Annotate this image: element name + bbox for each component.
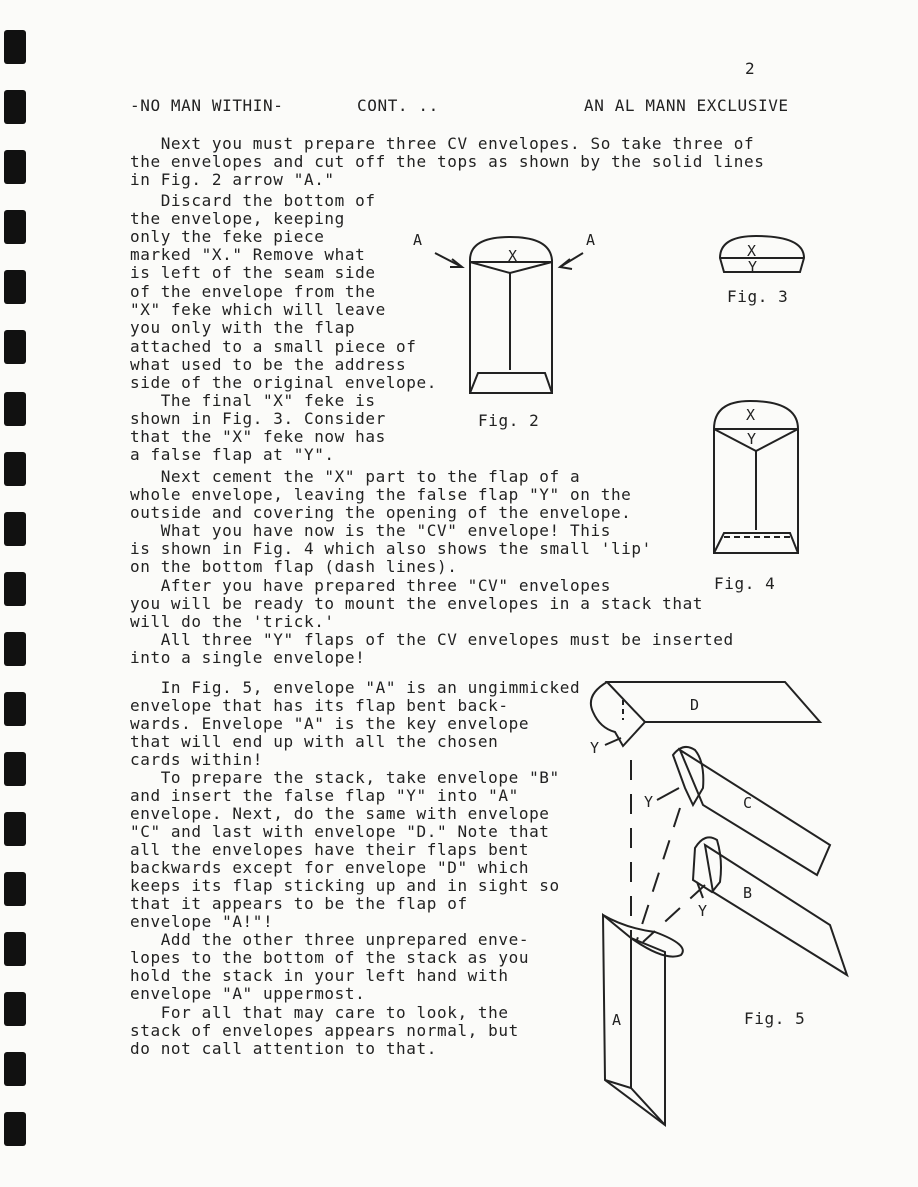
text-line: Next you must prepare three CV envelopes. So take three of bbox=[130, 134, 755, 153]
figure-4-diagram bbox=[710, 395, 810, 565]
text-line: What you have now is the "CV" envelope! This bbox=[130, 521, 611, 540]
text-line: lopes to the bottom of the stack as you bbox=[130, 948, 530, 967]
text-line: After you have prepared three "CV" envelopes bbox=[130, 576, 611, 595]
text-line: will do the 'trick.' bbox=[130, 612, 335, 631]
text-line: "C" and last with envelope "D." Note that bbox=[130, 822, 550, 841]
text-line: that it appears to be the flap of bbox=[130, 894, 468, 913]
text-line: cards within! bbox=[130, 750, 264, 769]
header-exclusive: AN AL MANN EXCLUSIVE bbox=[584, 96, 789, 115]
insert-line-b bbox=[643, 885, 708, 942]
arrow-y1 bbox=[605, 738, 621, 745]
header-title: -NO MAN WITHIN- bbox=[130, 96, 284, 115]
text-line: For all that may care to look, the bbox=[130, 1003, 509, 1022]
fig2-caption: Fig. 2 bbox=[478, 411, 540, 430]
text-line: and insert the false flap "Y" into "A" bbox=[130, 786, 519, 805]
page-number: 2 bbox=[745, 59, 756, 78]
fig3-caption: Fig. 3 bbox=[727, 287, 789, 306]
label-a-left: A bbox=[413, 231, 423, 249]
header-cont: CONT. .. bbox=[357, 96, 439, 115]
text-line: Add the other three unprepared enve- bbox=[130, 930, 530, 949]
text-line: only the feke piece bbox=[130, 227, 325, 246]
label-y: Y bbox=[748, 258, 758, 276]
envelope-b bbox=[705, 845, 847, 975]
text-line: the envelope, keeping bbox=[130, 209, 345, 228]
arrow-y2 bbox=[657, 788, 679, 800]
text-line: "X" feke which will leave bbox=[130, 300, 386, 319]
text-line: backwards except for envelope "D" which bbox=[130, 858, 530, 877]
text-line: is shown in Fig. 4 which also shows the small 'lip' bbox=[130, 539, 652, 558]
fig5-caption: Fig. 5 bbox=[744, 1009, 806, 1028]
spiral-binding bbox=[0, 0, 40, 1187]
text-line: what used to be the address bbox=[130, 355, 407, 374]
text-line: envelope "A" uppermost. bbox=[130, 984, 366, 1003]
text-line: envelope. Next, do the same with envelope bbox=[130, 804, 550, 823]
fig4-caption: Fig. 4 bbox=[714, 574, 776, 593]
text-line: shown in Fig. 3. Consider bbox=[130, 409, 386, 428]
text-line: envelope that has its flap bent back- bbox=[130, 696, 509, 715]
envelope-d bbox=[607, 682, 820, 722]
label-c: C bbox=[743, 794, 753, 812]
text-line: is left of the seam side bbox=[130, 263, 376, 282]
text-line: into a single envelope! bbox=[130, 648, 366, 667]
text-line: a false flap at "Y". bbox=[130, 445, 335, 464]
label-y2: Y bbox=[644, 793, 654, 811]
label-x: X bbox=[746, 406, 756, 424]
label-y: Y bbox=[747, 430, 757, 448]
text-line: all the envelopes have their flaps bent bbox=[130, 840, 530, 859]
text-line: that the "X" feke now has bbox=[130, 427, 386, 446]
text-line: side of the original envelope. bbox=[130, 373, 437, 392]
text-line: Next cement the "X" part to the flap of a bbox=[130, 467, 581, 486]
text-line: the envelopes and cut off the tops as shown by the solid lines bbox=[130, 152, 765, 171]
text-line: do not call attention to that. bbox=[130, 1039, 437, 1058]
text-line: marked "X." Remove what bbox=[130, 245, 366, 264]
label-b: B bbox=[743, 884, 753, 902]
text-line: in Fig. 2 arrow "A." bbox=[130, 170, 335, 189]
text-line: attached to a small piece of bbox=[130, 337, 417, 356]
label-y1: Y bbox=[590, 739, 600, 757]
text-line: wards. Envelope "A" is the key envelope bbox=[130, 714, 530, 733]
text-line: whole envelope, leaving the false flap "Y" on the bbox=[130, 485, 632, 504]
figure-3-diagram bbox=[716, 230, 816, 290]
insert-line-c bbox=[637, 808, 680, 940]
text-line: on the bottom flap (dash lines). bbox=[130, 557, 458, 576]
label-a: A bbox=[612, 1011, 622, 1029]
feke-outline bbox=[720, 236, 804, 272]
label-x: X bbox=[508, 247, 518, 265]
text-line: of the envelope from the bbox=[130, 282, 376, 301]
label-y3: Y bbox=[698, 902, 708, 920]
text-line: you will be ready to mount the envelopes in a stack that bbox=[130, 594, 704, 613]
text-line: you only with the flap bbox=[130, 318, 356, 337]
figure-2-diagram bbox=[400, 225, 610, 435]
label-d: D bbox=[690, 696, 700, 714]
text-line: envelope "A!"! bbox=[130, 912, 274, 931]
text-line: keeps its flap sticking up and in sight so bbox=[130, 876, 560, 895]
label-x: X bbox=[747, 242, 757, 260]
text-line: All three "Y" flaps of the CV envelopes must be inserted bbox=[130, 630, 734, 649]
text-line: stack of envelopes appears normal, but bbox=[130, 1021, 519, 1040]
label-a-right: A bbox=[586, 231, 596, 249]
text-line: outside and covering the opening of the envelope. bbox=[130, 503, 632, 522]
text-line: hold the stack in your left hand with bbox=[130, 966, 509, 985]
text-line: To prepare the stack, take envelope "B" bbox=[130, 768, 560, 787]
figure-5-diagram bbox=[585, 670, 855, 1140]
text-line: The final "X" feke is bbox=[130, 391, 376, 410]
text-line: that will end up with all the chosen bbox=[130, 732, 499, 751]
bottom-flap bbox=[470, 373, 552, 393]
text-line: Discard the bottom of bbox=[130, 191, 376, 210]
text-line: In Fig. 5, envelope "A" is an ungimmicked bbox=[130, 678, 581, 697]
arrow-left-head bbox=[450, 259, 462, 267]
